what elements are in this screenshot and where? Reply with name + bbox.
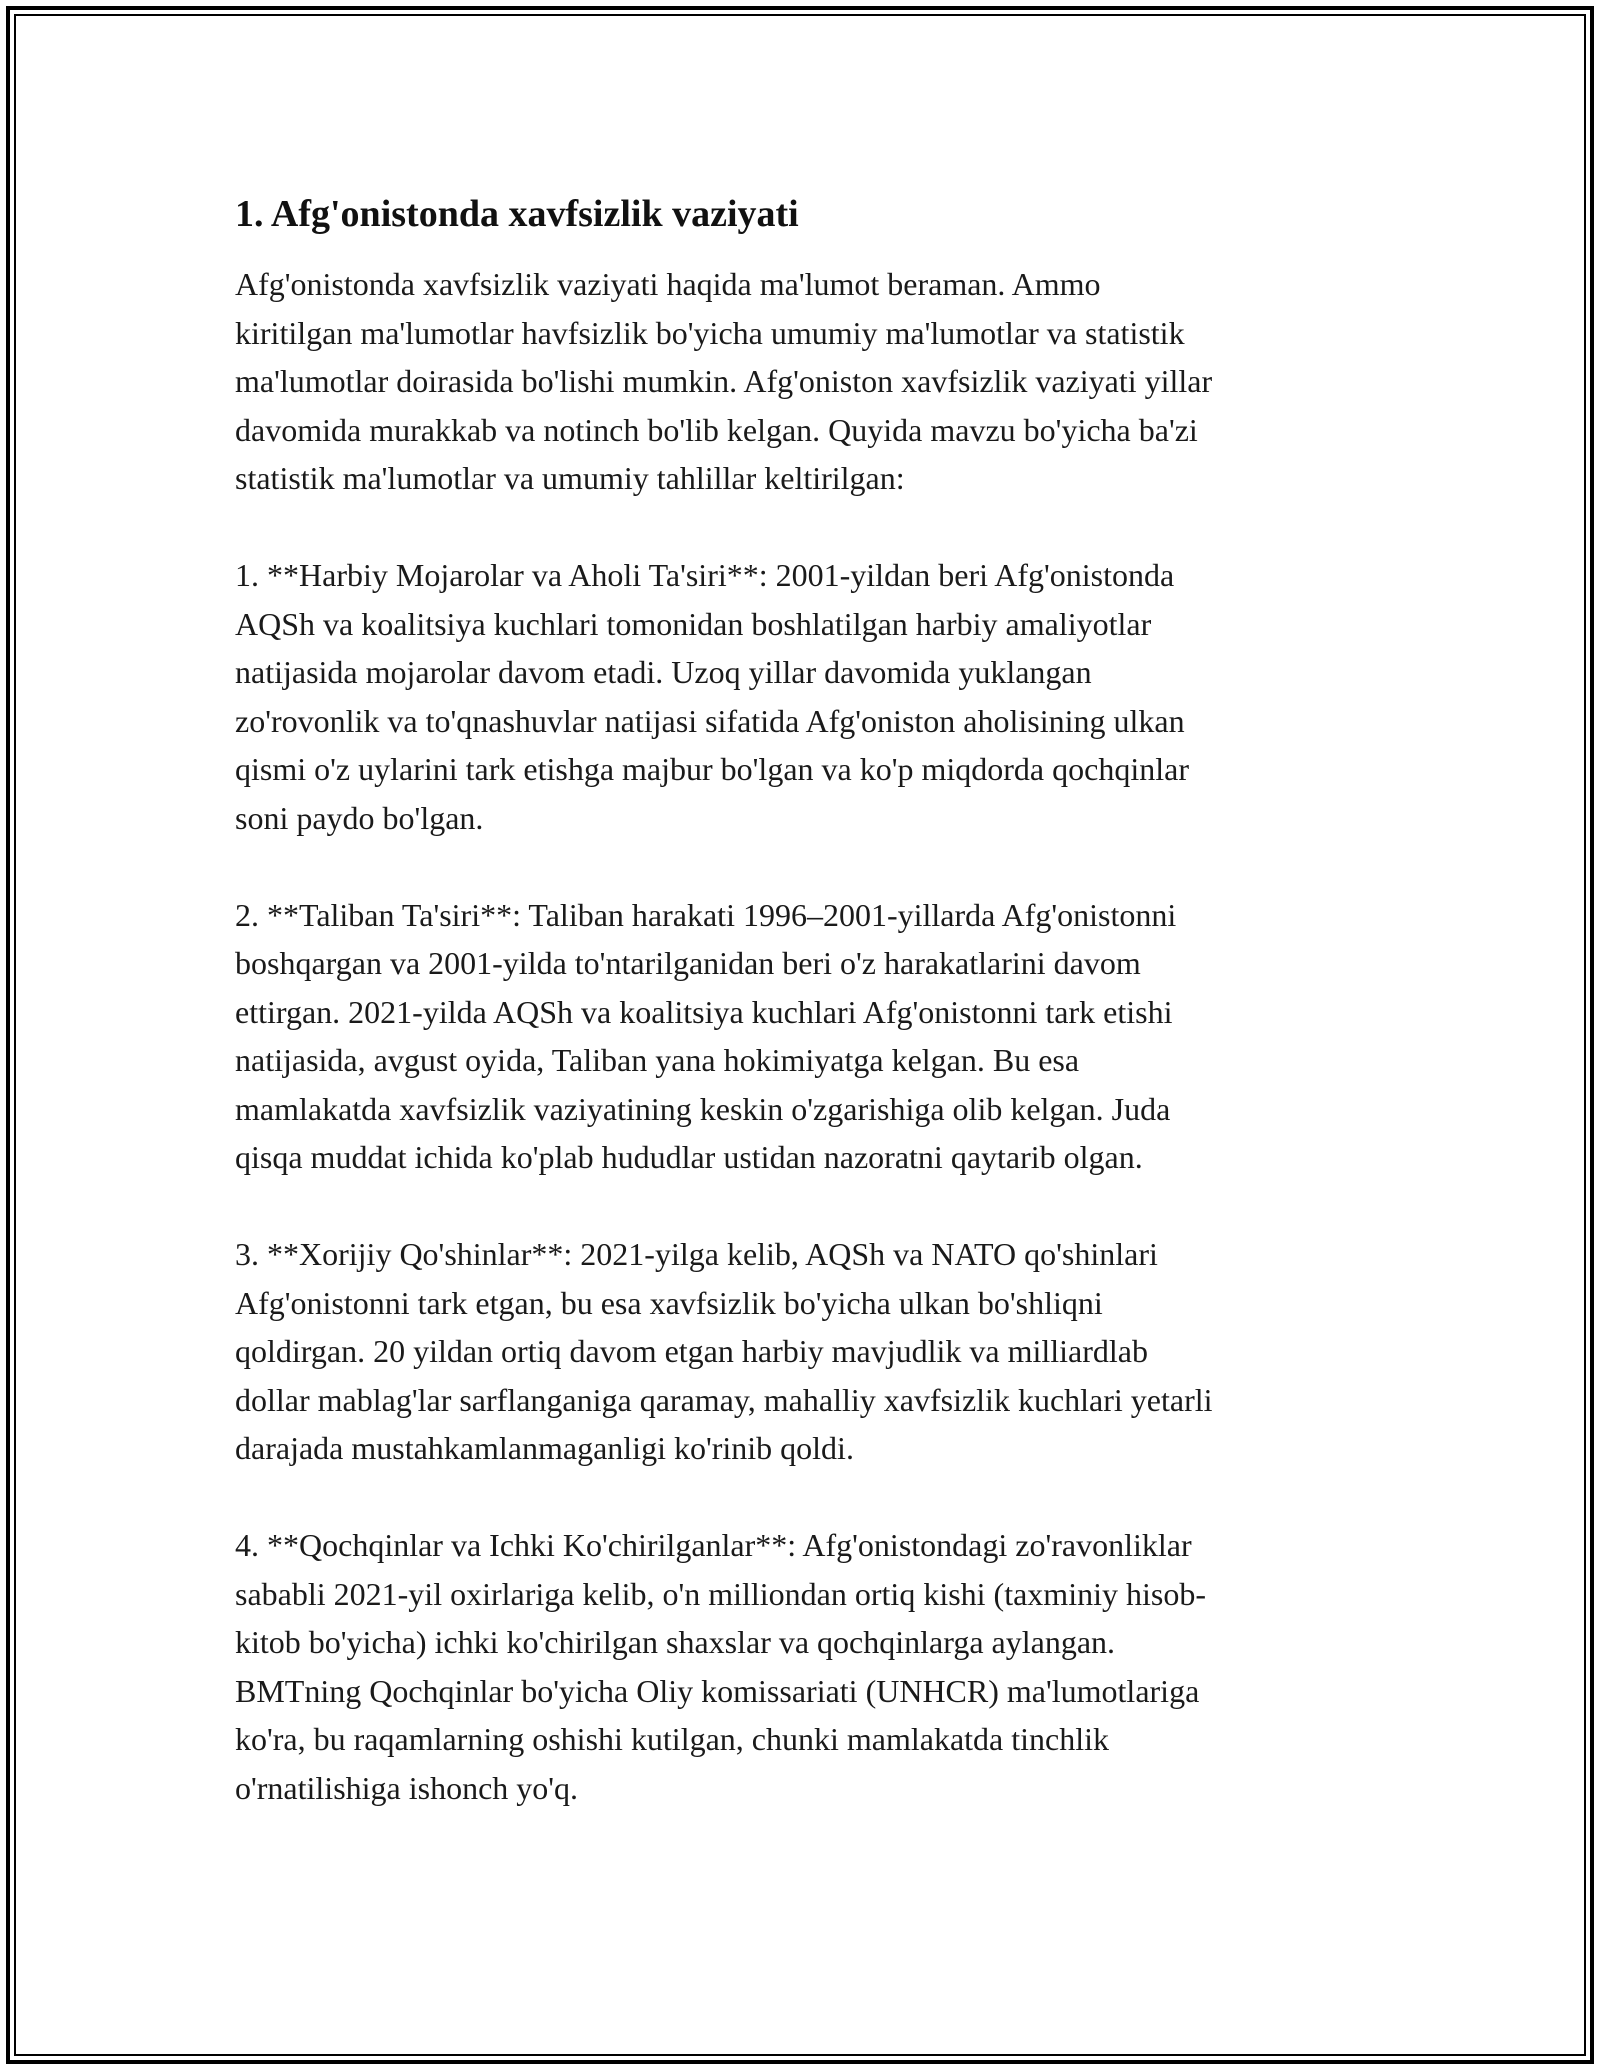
- text-line: mamlakatda xavfsizlik vaziyatining keskin o'zgarishiga olib kelgan. Juda: [235, 1090, 1171, 1127]
- text-line: 3. **Xorijiy Qo'shinlar**: 2021-yilga kelib, AQSh va NATO qo'shinlari: [235, 1236, 1158, 1272]
- text-line: dollar mablag'lar sarflanganiga qaramay, mahalliy xavfsizlik kuchlari yetarli: [235, 1381, 1213, 1418]
- point-2-paragraph: [235, 891, 1365, 1182]
- document-body: [235, 190, 1365, 1861]
- point-1-paragraph: [235, 551, 1365, 842]
- text-line: darajada mustahkamlanmaganligi ko'rinib qoldi.: [235, 1430, 854, 1466]
- text-line: natijasida, avgust oyida, Taliban yana hokimiyatga kelgan. Bu esa: [235, 1042, 1080, 1078]
- text-line: qoldirgan. 20 yildan ortiq davom etgan harbiy mavjudlik va milliardlab: [235, 1333, 1148, 1369]
- text-line: qismi o'z uylarini tark etishga majbur bo'lgan va ko'p miqdorda qochqinlar: [235, 751, 1189, 787]
- text-line: natijasida mojarolar davom etadi. Uzoq yillar davomida yuklangan: [235, 654, 1092, 690]
- text-line: soni paydo bo'lgan.: [235, 799, 484, 836]
- document-title: 1. Afg'onistonda xavfsizlik vaziyati: [235, 193, 799, 235]
- text-line: AQSh va koalitsiya kuchlari tomonidan boshlatilgan harbiy amaliyotlar: [235, 605, 1152, 642]
- text-line: BMTning Qochqinlar bo'yicha Oliy komissariati (UNHCR) ma'lumotlariga: [235, 1672, 1200, 1709]
- text-line: kitob bo'yicha) ichki ko'chirilgan shaxslar va qochqinlarga aylangan.: [235, 1624, 1116, 1660]
- text-line: ettirgan. 2021-yilda AQSh va koalitsiya kuchlari Afg'onistonni tark etishi: [235, 993, 1173, 1030]
- intro-paragraph: [235, 260, 1365, 503]
- text-line: sababli 2021-yil oxirlariga kelib, o'n milliondan ortiq kishi (taxminiy hisob-: [235, 1575, 1206, 1612]
- text-line: statistik ma'lumotlar va umumiy tahlillar keltirilgan:: [235, 460, 905, 496]
- text-line: qisqa muddat ichida ko'plab hududlar ustidan nazoratni qaytarib olgan.: [235, 1139, 1143, 1175]
- point-4-paragraph: [235, 1521, 1365, 1812]
- text-line: kiritilgan ma'lumotlar havfsizlik bo'yicha umumiy ma'lumotlar va statistik: [235, 314, 1185, 351]
- text-line: Afg'onistonni tark etgan, bu esa xavfsizlik bo'yicha ulkan bo'shliqni: [235, 1284, 1103, 1321]
- text-line: boshqargan va 2001-yilda to'ntarilganidan beri o'z harakatlarini davom: [235, 945, 1141, 981]
- text-line: 2. **Taliban Ta'siri**: Taliban harakati 1996–2001-yillarda Afg'onistonni: [235, 896, 1177, 933]
- text-line: davomida murakkab va notinch bo'lib kelgan. Quyida mavzu bo'yicha ba'zi: [235, 411, 1198, 448]
- point-3-paragraph: [235, 1230, 1365, 1473]
- text-line: zo'rovonlik va to'qnashuvlar natijasi sifatida Afg'oniston aholisining ulkan: [235, 702, 1185, 739]
- text-line: o'rnatilishiga ishonch yo'q.: [235, 1769, 579, 1806]
- text-line: ko'ra, bu raqamlarning oshishi kutilgan, chunki mamlakatda tinchlik: [235, 1721, 1110, 1757]
- text-line: ma'lumotlar doirasida bo'lishi mumkin. Afg'oniston xavfsizlik vaziyati yillar: [235, 363, 1213, 399]
- text-line: 4. **Qochqinlar va Ichki Ko'chirilganlar**: Afg'onistondagi zo'ravonliklar: [235, 1527, 1192, 1563]
- text-line: 1. **Harbiy Mojarolar va Aholi Ta'siri**: 2001-yildan beri Afg'onistonda: [235, 557, 1175, 593]
- text-line: Afg'onistonda xavfsizlik vaziyati haqida ma'lumot beraman. Ammo: [235, 266, 1101, 302]
